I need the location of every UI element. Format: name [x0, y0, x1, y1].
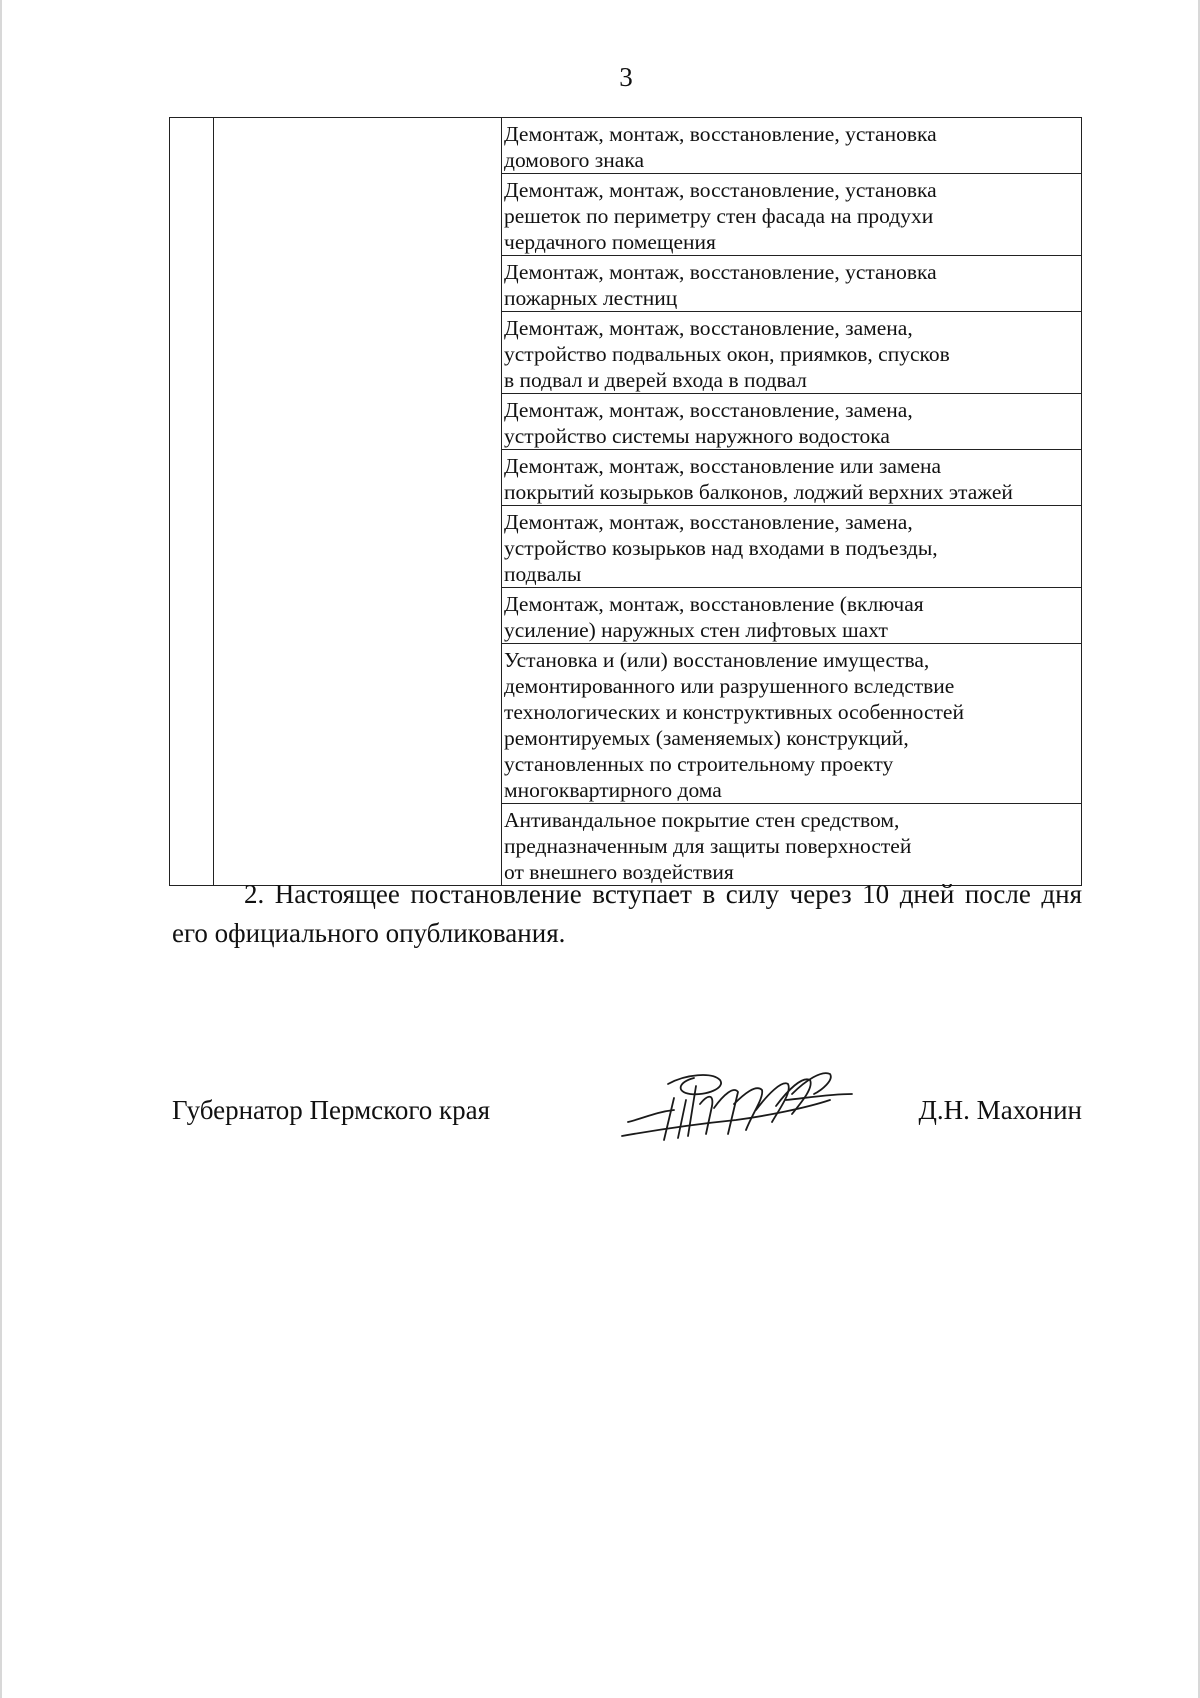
table-cell-number — [170, 506, 214, 588]
table-cell-element — [214, 118, 502, 174]
table-cell-element — [214, 256, 502, 312]
table-cell-number — [170, 394, 214, 450]
works-table-body — [170, 118, 1082, 886]
table-cell-element — [214, 312, 502, 394]
table-cell-number — [170, 118, 214, 174]
table-cell-work-type: Антивандальное покрытие стен средством, предназначенным для защиты поверхностей от внешнего воздействия — [502, 804, 1082, 886]
effective-date-paragraph: 2. Настоящее постановление вступает в силу через 10 дней после дня его официального опубликования. — [172, 879, 1082, 948]
table-cell-element — [214, 644, 502, 804]
table-cell-number — [170, 174, 214, 256]
table-cell-element — [214, 394, 502, 450]
table-row — [170, 174, 1082, 256]
table-cell-work-type: Установка и (или) восстановление имущества, демонтированного или разрушенного вследствие технологических и конструктивных особенностей ремонтируемых (заменяемых) конструкций, установленных по строительному проекту многоквартирного дома — [502, 644, 1082, 804]
table-cell-element — [214, 174, 502, 256]
table-cell-element — [214, 506, 502, 588]
table-row — [170, 450, 1082, 506]
table-row — [170, 312, 1082, 394]
table-cell-work-type: Демонтаж, монтаж, восстановление (включая усиление) наружных стен лифтовых шахт — [502, 588, 1082, 644]
table-cell-number — [170, 804, 214, 886]
table-cell-work-type: Демонтаж, монтаж, восстановление или замена покрытий козырьков балконов, лоджий верхних этажей — [502, 450, 1082, 506]
table-cell-element — [214, 450, 502, 506]
table-row — [170, 588, 1082, 644]
works-table — [169, 117, 1082, 886]
table-cell-number — [170, 256, 214, 312]
table-cell-element — [214, 804, 502, 886]
table-cell-work-type: Демонтаж, монтаж, восстановление, замена, устройство системы наружного водостока — [502, 394, 1082, 450]
table-row — [170, 644, 1082, 804]
table-cell-number — [170, 450, 214, 506]
table-cell-work-type: Демонтаж, монтаж, восстановление, замена, устройство козырьков над входами в подъезды, подвалы — [502, 506, 1082, 588]
handwritten-signature — [616, 1064, 862, 1142]
table-cell-element — [214, 588, 502, 644]
page-number: 3 — [619, 62, 633, 92]
scan-left-edge — [0, 0, 2, 1698]
table-cell-work-type: Демонтаж, монтаж, восстановление, установка решеток по периметру стен фасада на продухи чердачного помещения — [502, 174, 1082, 256]
signatory-title: Губернатор Пермского края — [172, 1095, 491, 1125]
table-cell-number — [170, 644, 214, 804]
table-row — [170, 506, 1082, 588]
table-cell-work-type: Демонтаж, монтаж, восстановление, установка пожарных лестниц — [502, 256, 1082, 312]
table-cell-number — [170, 588, 214, 644]
signatory-name: Д.Н. Махонин — [918, 1095, 1082, 1125]
table-row — [170, 804, 1082, 886]
table-cell-number — [170, 312, 214, 394]
table-row — [170, 394, 1082, 450]
table-row — [170, 118, 1082, 174]
table-row — [170, 256, 1082, 312]
table-cell-work-type: Демонтаж, монтаж, восстановление, установка домового знака — [502, 118, 1082, 174]
table-cell-work-type: Демонтаж, монтаж, восстановление, замена, устройство подвальных окон, приямков, спусков в подвал и дверей входа в подвал — [502, 312, 1082, 394]
